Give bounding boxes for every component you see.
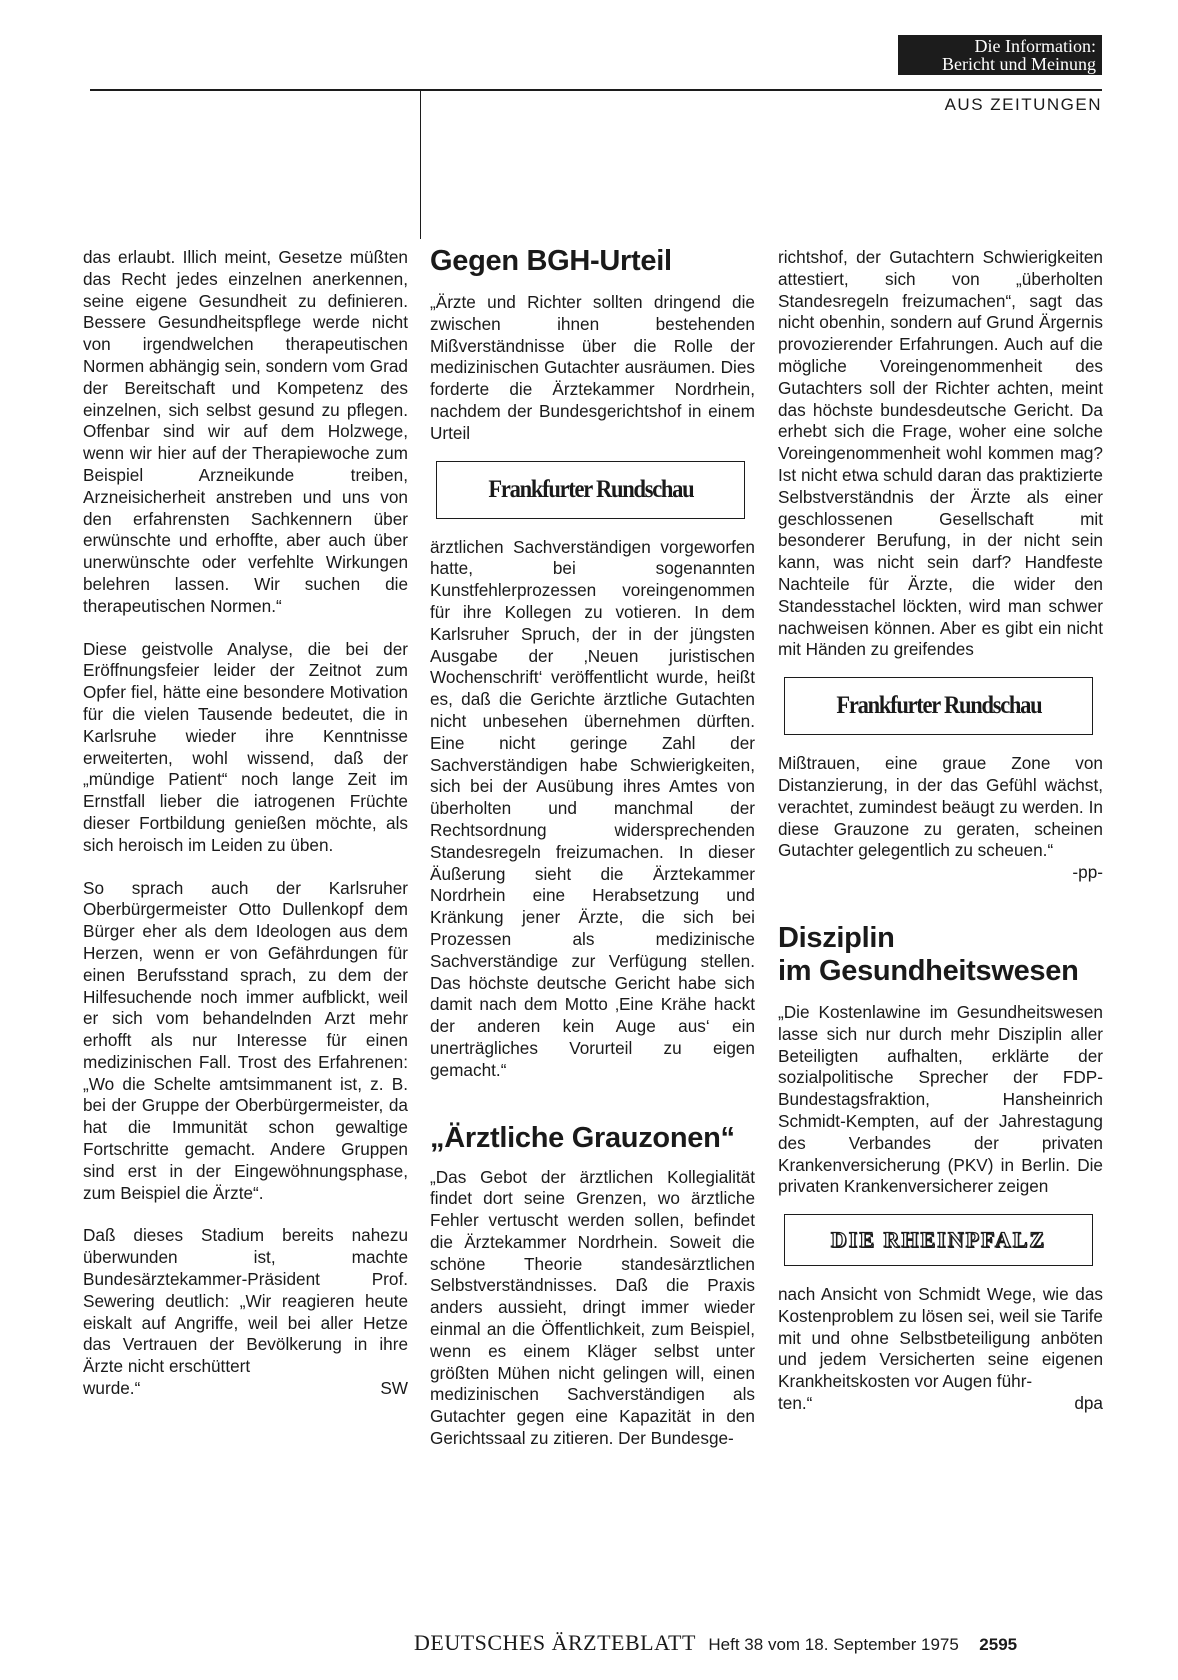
page-number: 2595 xyxy=(979,1635,1018,1654)
headline-line-1: Disziplin xyxy=(778,921,895,954)
article-headline: Gegen BGH-Urteil xyxy=(430,245,672,277)
issue-info: Heft 38 vom 18. September 1975 xyxy=(708,1635,959,1654)
page-footer xyxy=(414,1630,1017,1656)
headline-line-2: im Gesundheitswesen xyxy=(778,954,1079,987)
paragraph: nach Ansicht von Schmidt Wege, wie das Kostenproblem zu lösen sei, weil sie Tarife mit und ohne Selbstbeteiligung anböten und jedem Versicherten seine eigenen Krankheitskosten vor Augen führ- xyxy=(778,1284,1103,1392)
author-initials: -pp- xyxy=(1072,862,1103,883)
paragraph: So sprach auch der Karlsruher Oberbürgermeister Otto Dullenkopf dem Bürger eher als dem Ideologen aus dem Herzen, wenn er von Gefährdungen für einen Berufsstand sprach, zu dem der Hilfesuchende noch immer aufblickt, weil er sich vom behandelnden Arzt mehr erhofft als nur Interesse für einen medizinischen Fall. Trost des Erfahrenen: „Wo die Schelte amtsimmanent ist, z. B. bei der Gruppe der Oberbürgermeister, da hat die Immunität schon gewaltige Fortschritte gemacht. Andere Gruppen sind erst in der Eingewöhnungsphase, zum Beispiel die Ärzte“. xyxy=(83,877,408,1203)
signature-line xyxy=(83,1378,408,1400)
newspaper-logo-text: Frankfurter Rundschau xyxy=(487,475,694,503)
newspaper-logo xyxy=(784,677,1093,735)
rubric-badge xyxy=(898,35,1102,75)
paragraph: „Ärzte und Richter sollten dringend die zwischen ihnen bestehenden Mißverständnisse über die Rolle der medizinischen Gutachter ausräumen. Dies forderte die Ärztekammer Nordrhein, nachdem der Bundesgerichtshof in einem Urteil xyxy=(430,292,755,443)
paragraph: ärztlichen Sachverständigen vorgeworfen hatte, bei sogenannten Kunstfehlerprozessen voreingenommen für ihre Kollegen zu votieren. In dem Karlsruher Spruch, der in der jüngsten Ausgabe der ‚Neuen juristischen Wochenschrift‘ veröffentlicht wurde, heißt es, daß die Gerichte ärztliche Gutachten nicht unbesehen übernehmen dürften. Eine nicht geringe Zahl der Sachverständigen habe Schwierigkeiten, sich bei der Ausübung ihres Amtes von überholten und manchmal der Rechtsordnung widersprechenden Standesregeln freizumachen. In dieser Äußerung sieht die Ärztekammer Nordrhein eine Herabsetzung und Kränkung jener Ärzte, die sich bei Prozessen als medizinische Sachverständige zur Verfügung stellen. Das höchste deutsche Gericht habe sich damit nach dem Motto ‚Eine Krähe hackt der anderen kein Auge aus‘ ein unerträgliches Vorurteil zu eigen gemacht.“ xyxy=(430,536,755,1080)
publication-name: DEUTSCHES ÄRZTEBLATT xyxy=(414,1630,696,1655)
signature-line xyxy=(778,1393,1103,1415)
paragraph-end: ten.“ xyxy=(778,1393,813,1414)
column-2 xyxy=(430,247,755,1450)
rubric-line-1: Die Information: xyxy=(974,36,1096,56)
newspaper-logo-text: DIE RHEINPFALZ xyxy=(830,1227,1047,1253)
newspaper-logo xyxy=(784,1214,1093,1266)
author-initials: SW xyxy=(380,1378,408,1399)
rubric-line-2: Bericht und Meinung xyxy=(942,54,1096,74)
signature-line xyxy=(778,862,1103,884)
paragraph: „Die Kostenlawine im Gesundheitswesen lasse sich nur durch mehr Disziplin aller Beteiligten aufhalten, erklärte der sozialpolitische Sprecher der FDP-Bundestagsfraktion, Hansheinrich Schmidt-Kempten, auf der Jahrestagung des Verbandes der privaten Krankenversicherung (PKV) in Berlin. Die privaten Krankenversicherer zeigen xyxy=(778,1001,1103,1197)
newspaper-logo-text: Frankfurter Rundschau xyxy=(835,692,1042,720)
paragraph: Mißtrauen, eine graue Zone von Distanzierung, in der das Gefühl wächst, verachtet, zumindest beäugt zu werden. In diese Grauzone zu geraten, scheinen Gutachter gelegentlich zu scheuen.“ xyxy=(778,753,1103,861)
column-1 xyxy=(83,247,408,1400)
paragraph: das erlaubt. Illich meint, Gesetze müßten das Recht jedes einzelnen anerkennen, seine eigene Gesundheit zu definieren. Bessere Gesundheitspflege werde nicht von irgendwelchen therapeutischen Normen abhängig sein, sondern vom Grad der Bereitschaft und Kompetenz des einzelnen, sich selbst gesund zu pflegen. Offenbar sind wir auf dem Holzwege, wenn wir hier auf der Therapiewoche zum Beispiel Arzneikunde treiben, Arzneisicherheit anstreben und uns von den erfahrensten Sachkennern über erwünschte und erhoffte, aber auch über unerwünschte oder verfehlte Wirkungen belehren lassen. Wir suchen die therapeutischen Normen.“ xyxy=(83,247,408,616)
author-initials: dpa xyxy=(1074,1393,1103,1414)
paragraph: Diese geistvolle Analyse, die bei der Eröffnungsfeier leider der Zeitnot zum Opfer fiel, hätte eine besondere Motivation für die vielen Tausende bedeutet, die in Karlsruhe wieder ihre Kenntnisse erweiterten, wohl wissend, daß der „mündige Patient“ noch lange Zeit im Ernstfall lieber die iatrogenen Früchte dieser Fortbildung genießen möchte, als sich heroisch im Leiden zu üben. xyxy=(83,638,408,855)
newspaper-logo xyxy=(436,461,745,519)
article-headline xyxy=(778,922,1103,988)
column-3 xyxy=(778,247,1103,1415)
paragraph-end: wurde.“ xyxy=(83,1378,141,1399)
paragraph: richtshof, der Gutachtern Schwierigkeiten attestiert, sich von „überholten Standesregeln freizumachen“, sagt das nicht obenhin, sondern auf Grund Ärgernis provozierender Erfahrungen. Auch auf die mögliche Voreingenommenheit des Gutachters soll der Richter achten, meint das höchste bundesdeutsche Gericht. Da erhebt sich die Frage, woher eine solche Voreingenommenheit wohl kommen mag? Ist nicht etwa schuld daran das praktizierte Selbstverständnis der Ärzte als einer geschlossenen Gesellschaft mit besonderer Berufung, in der nicht sein kann, was nicht sein darf? Handfeste Nachteile für Ärzte, die wider den Standesstachel löckten, wird man schwer nachweisen können. Aber es gibt ein nicht mit Händen zu greifendes xyxy=(778,247,1103,660)
article-headline: „Ärztliche Grauzonen“ xyxy=(430,1121,735,1154)
paragraph: Daß dieses Stadium bereits nahezu überwunden ist, machte Bundesärztekammer-Präsident Prof. Sewering deutlich: „Wir reagieren heute eiskalt auf Angriffe, weil bei aller Hetze das Vertrauen der Bevölkerung in ihre Ärzte nicht erschüttert xyxy=(83,1225,408,1377)
paragraph: „Das Gebot der ärztlichen Kollegialität findet dort seine Grenzen, wo ärztliche Fehler vertuscht werden sollen, befindet die Ärztekammer Nordrhein. Soweit die schöne Theorie standesärztlichen Selbstverständnisses. Daß die Praxis anders aussieht, dringt immer wieder einmal an die Öffentlichkeit, zum Beispiel, wenn es einem Kläger selbst unter größten Mühen nicht gelingen will, einen medizinischen Sachverständigen als Gutachter gegen eine Kapazität in den Gerichtssaal zu zitieren. Der Bundesge- xyxy=(430,1166,755,1449)
header-rule xyxy=(90,89,1102,91)
section-label: AUS ZEITUNGEN xyxy=(944,95,1102,114)
column-divider xyxy=(420,89,421,239)
